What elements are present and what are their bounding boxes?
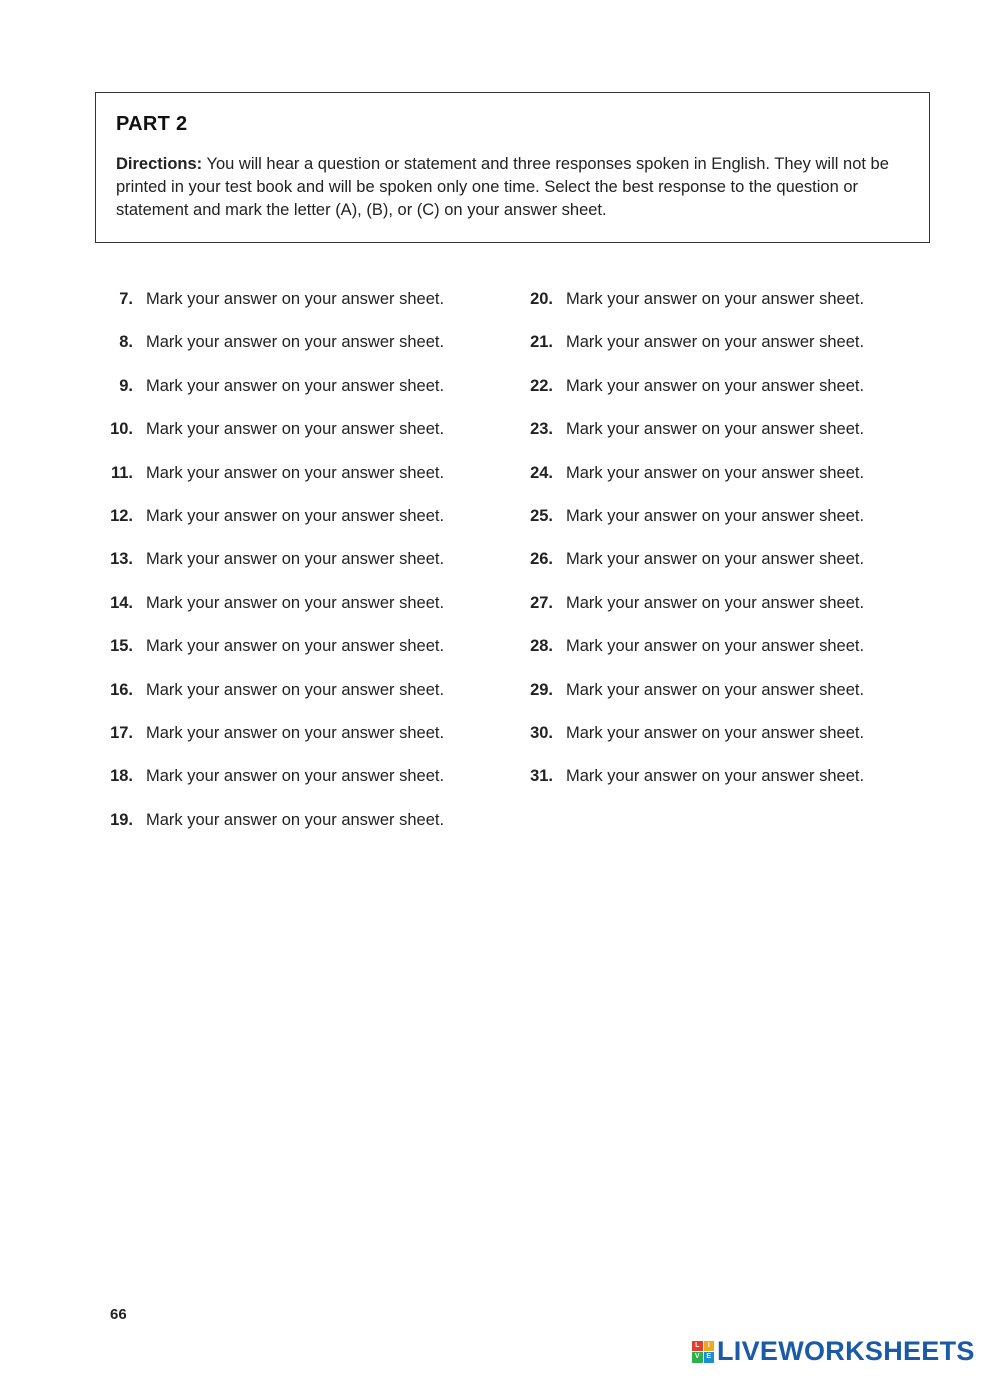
question-text: Mark your answer on your answer sheet. [146, 290, 445, 308]
question-item [520, 724, 864, 767]
question-item [100, 681, 444, 724]
question-item [520, 333, 864, 376]
question-item [520, 594, 864, 637]
question-text: Mark your answer on your answer sheet. [146, 463, 445, 482]
question-item [100, 594, 444, 637]
question-text: Mark your answer on your answer sheet. [566, 333, 865, 352]
question-number: 20. [530, 290, 553, 308]
question-text: Mark your answer on your answer sheet. [146, 723, 445, 742]
question-text: Mark your answer on your answer sheet. [146, 810, 445, 829]
question-number: 7. [119, 290, 133, 308]
question-number: 17. [110, 723, 133, 742]
question-number: 28. [530, 637, 553, 656]
question-item [520, 290, 864, 333]
directions-label: Directions: [116, 155, 203, 173]
question-text: Mark your answer on your answer sheet. [146, 420, 445, 439]
question-number: 30. [530, 723, 553, 742]
liveworksheets-logo-icon [692, 1341, 714, 1363]
question-item [520, 681, 864, 724]
question-item [100, 724, 444, 767]
question-number: 29. [530, 680, 553, 699]
logo-icon-tile: I [704, 1341, 715, 1352]
question-text: Mark your answer on your answer sheet. [146, 767, 445, 786]
question-number: 11. [110, 463, 133, 482]
question-number: 31. [530, 767, 553, 786]
question-number: 25. [530, 506, 553, 525]
question-text: Mark your answer on your answer sheet. [566, 506, 865, 525]
question-text: Mark your answer on your answer sheet. [566, 463, 865, 482]
question-number: 18. [110, 767, 133, 786]
question-text: Mark your answer on your answer sheet. [146, 550, 445, 569]
question-item [100, 464, 444, 507]
question-text: Mark your answer on your answer sheet. [146, 506, 445, 525]
question-item [100, 637, 444, 680]
question-text: Mark your answer on your answer sheet. [566, 290, 865, 308]
logo-icon-tile: E [704, 1352, 715, 1363]
part-title: PART 2 [116, 113, 188, 135]
question-text: Mark your answer on your answer sheet. [566, 680, 865, 699]
liveworksheets-logo-text: LIVEWORKSHEETS [717, 1336, 975, 1366]
question-number: 9. [119, 376, 133, 395]
question-number: 12. [110, 506, 133, 525]
question-number: 19. [110, 810, 133, 829]
question-text: Mark your answer on your answer sheet. [146, 680, 445, 699]
logo-icon-tile: V [692, 1352, 703, 1363]
directions-body: You will hear a question or statement and three responses spoken in English. They will not be printed in your test book and will be spoken only one time. Select the best response to the question or statement and mark the letter (A), (B), or (C) on your answer sheet. [116, 155, 889, 219]
question-text: Mark your answer on your answer sheet. [146, 593, 445, 612]
question-text: Mark your answer on your answer sheet. [146, 637, 445, 656]
question-item [100, 333, 444, 376]
question-number: 13. [110, 550, 133, 569]
question-number: 23. [530, 420, 553, 439]
question-item [100, 811, 444, 854]
question-item [100, 420, 444, 463]
question-text: Mark your answer on your answer sheet. [146, 376, 445, 395]
question-item [100, 550, 444, 593]
questions-right-column [520, 290, 864, 811]
question-number: 26. [530, 550, 553, 569]
question-item [520, 377, 864, 420]
question-number: 8. [119, 333, 133, 352]
question-item [520, 420, 864, 463]
question-item [100, 507, 444, 550]
question-text: Mark your answer on your answer sheet. [566, 723, 865, 742]
question-item [100, 767, 444, 810]
question-number: 24. [530, 463, 553, 482]
question-text: Mark your answer on your answer sheet. [566, 637, 865, 656]
question-item [520, 464, 864, 507]
question-item [520, 550, 864, 593]
question-number: 15. [110, 637, 133, 656]
question-number: 10. [110, 420, 133, 439]
page-number: 66 [110, 1306, 127, 1323]
question-number: 27. [530, 593, 553, 612]
question-item [100, 290, 444, 333]
questions-left-column [100, 290, 444, 854]
question-number: 22. [530, 376, 553, 395]
question-text: Mark your answer on your answer sheet. [566, 420, 865, 439]
question-item [520, 637, 864, 680]
question-text: Mark your answer on your answer sheet. [566, 376, 865, 395]
directions-text [116, 153, 909, 222]
question-item [520, 767, 864, 810]
question-number: 14. [110, 593, 133, 612]
question-text: Mark your answer on your answer sheet. [566, 593, 865, 612]
question-number: 21. [530, 333, 553, 352]
question-item [100, 377, 444, 420]
question-number: 16. [110, 680, 133, 699]
logo-icon-tile: L [692, 1341, 703, 1352]
question-text: Mark your answer on your answer sheet. [566, 550, 865, 569]
question-item [520, 507, 864, 550]
liveworksheets-logo [692, 1336, 975, 1367]
question-text: Mark your answer on your answer sheet. [566, 767, 865, 786]
directions-box [95, 92, 930, 243]
question-text: Mark your answer on your answer sheet. [146, 333, 445, 352]
